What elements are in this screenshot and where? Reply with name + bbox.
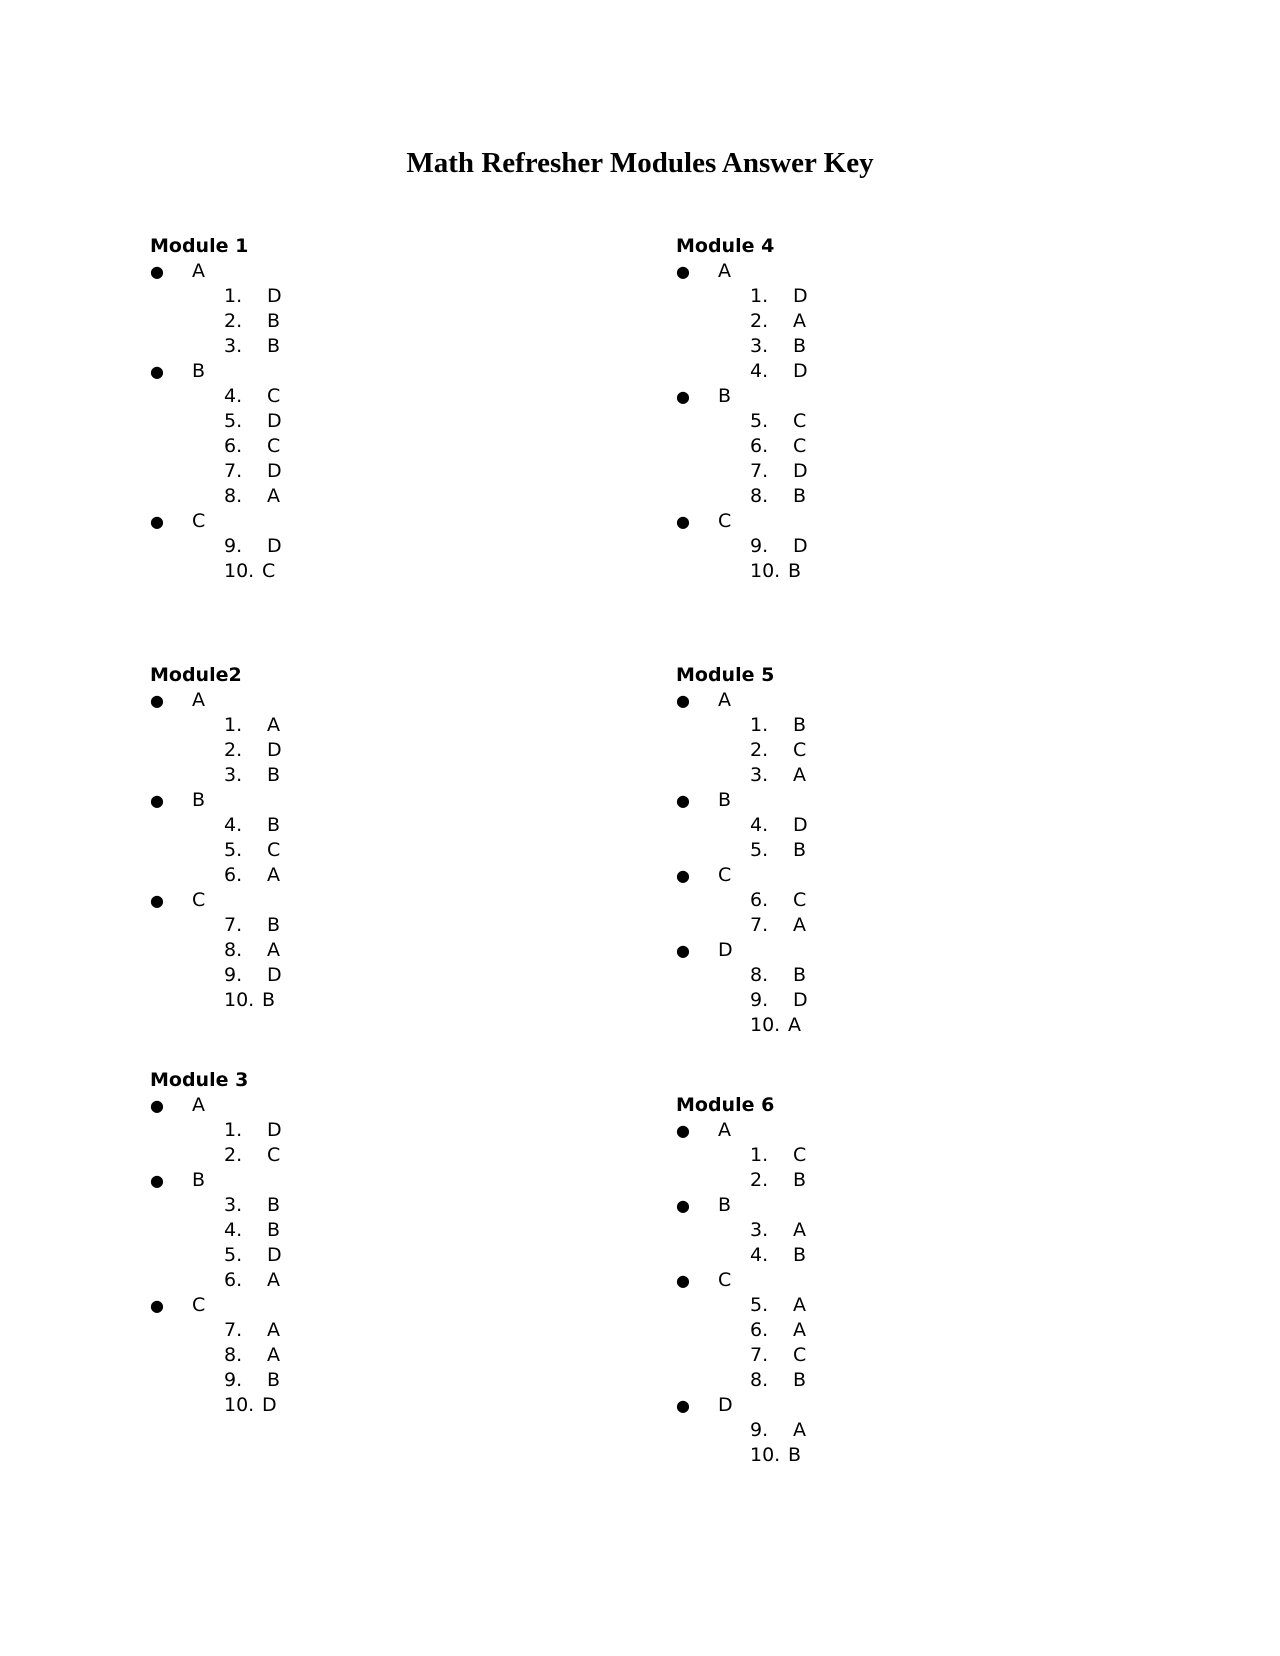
answer-letter: A: [267, 1269, 280, 1291]
answer-row: [676, 1243, 807, 1268]
answer-letter: A: [267, 714, 280, 736]
question-number: 8.: [224, 1344, 243, 1366]
question-number: 3.: [750, 1219, 769, 1241]
section-label: C: [192, 1294, 206, 1316]
answer-letter: B: [267, 914, 281, 936]
section-label: C: [192, 510, 206, 532]
answer-row: [676, 434, 807, 459]
question-number: 1.: [224, 285, 243, 307]
answer-letter: C: [262, 560, 276, 582]
question-number: 5.: [750, 839, 769, 861]
answer-row: [676, 1443, 802, 1468]
answer-row: [150, 813, 281, 838]
section-label: B: [192, 360, 206, 382]
answer-row: [150, 559, 276, 584]
answer-letter: C: [267, 1144, 281, 1166]
answer-letter: D: [267, 964, 282, 986]
section-label: B: [718, 385, 732, 407]
answer-letter: C: [267, 435, 281, 457]
answer-letter: A: [793, 1419, 806, 1441]
answer-letter: B: [793, 964, 807, 986]
answer-row: [150, 763, 281, 788]
answer-row: [676, 1368, 807, 1393]
answer-letter: D: [267, 460, 282, 482]
answer-row: [150, 459, 282, 484]
answer-row: [676, 813, 808, 838]
answer-row: [150, 1118, 282, 1143]
module-block: [676, 234, 808, 584]
answer-letter: B: [267, 335, 281, 357]
question-number: 7.: [750, 914, 769, 936]
answer-letter: B: [788, 560, 802, 582]
question-number: 10.: [224, 560, 255, 582]
section-label: B: [192, 789, 206, 811]
question-number: 10.: [750, 1014, 781, 1036]
answer-row: [150, 1318, 280, 1343]
answer-letter: C: [267, 385, 281, 407]
bullet-icon: ●: [150, 362, 164, 381]
bullet-icon: ●: [150, 1171, 164, 1190]
answer-row: [676, 988, 808, 1013]
bullet-icon: ●: [676, 1121, 690, 1140]
answer-letter: C: [793, 889, 807, 911]
question-number: 5.: [224, 839, 243, 861]
answer-row: [150, 309, 281, 334]
module-block: [150, 663, 282, 1013]
section-row: [676, 788, 774, 813]
bullet-icon: ●: [150, 1096, 164, 1115]
question-number: 6.: [224, 435, 243, 457]
answer-letter: B: [267, 1219, 281, 1241]
answer-letter: A: [793, 764, 806, 786]
bullet-icon: ●: [676, 941, 690, 960]
question-number: 2.: [750, 310, 769, 332]
section-row: [150, 1093, 248, 1118]
answer-letter: C: [793, 1344, 807, 1366]
question-number: 4.: [224, 385, 243, 407]
answer-letter: A: [793, 310, 806, 332]
module-title: Module 1: [150, 235, 249, 257]
answer-row: [150, 334, 281, 359]
answer-row: [150, 1368, 281, 1393]
section-label: A: [718, 1119, 731, 1141]
section-row: [150, 259, 248, 284]
section-row: [676, 863, 774, 888]
section-label: A: [192, 1094, 205, 1116]
module-title: Module 5: [676, 664, 775, 686]
answer-letter: B: [267, 814, 281, 836]
answer-row: [676, 738, 807, 763]
question-number: 6.: [224, 1269, 243, 1291]
section-label: B: [718, 1194, 732, 1216]
answer-letter: A: [267, 864, 280, 886]
answer-letter: A: [788, 1014, 801, 1036]
question-number: 1.: [750, 714, 769, 736]
answer-row: [150, 1243, 282, 1268]
answer-letter: A: [793, 1219, 806, 1241]
question-number: 2.: [750, 1169, 769, 1191]
answer-letter: B: [267, 1369, 281, 1391]
answer-letter: B: [793, 1244, 807, 1266]
question-number: 6.: [750, 1319, 769, 1341]
module-block: [150, 234, 282, 584]
answer-letter: D: [267, 739, 282, 761]
answer-row: [676, 1293, 806, 1318]
section-label: B: [192, 1169, 206, 1191]
bullet-icon: ●: [676, 1396, 690, 1415]
answer-letter: C: [793, 410, 807, 432]
answer-letter: D: [267, 1119, 282, 1141]
section-row: [150, 1293, 248, 1318]
answer-row: [150, 913, 281, 938]
bullet-icon: ●: [150, 262, 164, 281]
answer-letter: A: [793, 1294, 806, 1316]
question-number: 9.: [224, 1369, 243, 1391]
answer-row: [676, 359, 808, 384]
answer-letter: A: [793, 1319, 806, 1341]
answer-letter: A: [267, 485, 280, 507]
module-block: [150, 1068, 282, 1418]
bullet-icon: ●: [676, 262, 690, 281]
answer-letter: B: [262, 989, 276, 1011]
answer-letter: B: [793, 1369, 807, 1391]
question-number: 9.: [750, 989, 769, 1011]
answer-row: [676, 1143, 807, 1168]
bullet-icon: ●: [676, 691, 690, 710]
answer-row: [150, 838, 281, 863]
question-number: 4.: [224, 814, 243, 836]
question-number: 3.: [224, 764, 243, 786]
bullet-icon: ●: [676, 387, 690, 406]
question-number: 8.: [750, 964, 769, 986]
section-label: C: [718, 510, 732, 532]
section-row: [150, 688, 242, 713]
section-row: [150, 788, 242, 813]
question-number: 5.: [750, 410, 769, 432]
answer-row: [676, 1013, 801, 1038]
answer-letter: C: [793, 1144, 807, 1166]
section-label: C: [192, 889, 206, 911]
question-number: 10.: [750, 560, 781, 582]
question-number: 3.: [750, 335, 769, 357]
answer-row: [676, 1168, 807, 1193]
answer-row: [676, 713, 807, 738]
answer-row: [150, 938, 280, 963]
section-label: A: [192, 260, 205, 282]
question-number: 1.: [750, 285, 769, 307]
module-title: Module 4: [676, 235, 775, 257]
question-number: 7.: [750, 1344, 769, 1366]
module-title: Module 3: [150, 1069, 249, 1091]
answer-row: [676, 559, 802, 584]
section-row: [676, 1193, 774, 1218]
question-number: 1.: [224, 714, 243, 736]
answer-row: [676, 534, 808, 559]
question-number: 3.: [224, 1194, 243, 1216]
answer-letter: A: [267, 939, 280, 961]
question-number: 2.: [224, 1144, 243, 1166]
section-row: [150, 1168, 248, 1193]
page-title: Math Refresher Modules Answer Key: [406, 147, 874, 179]
answer-row: [150, 963, 282, 988]
section-row: [150, 509, 248, 534]
bullet-icon: ●: [676, 791, 690, 810]
bullet-icon: ●: [676, 512, 690, 531]
answer-letter: B: [267, 310, 281, 332]
answer-letter: A: [793, 914, 806, 936]
section-row: [676, 509, 774, 534]
bullet-icon: ●: [676, 1271, 690, 1290]
question-number: 3.: [750, 764, 769, 786]
answer-letter: C: [267, 839, 281, 861]
answer-letter: B: [793, 839, 807, 861]
question-number: 10.: [224, 989, 255, 1011]
bullet-icon: ●: [150, 1296, 164, 1315]
answer-row: [150, 1268, 280, 1293]
question-number: 6.: [750, 435, 769, 457]
question-number: 7.: [224, 1319, 243, 1341]
section-label: A: [192, 689, 205, 711]
section-row: [150, 888, 242, 913]
bullet-icon: ●: [150, 691, 164, 710]
answer-row: [150, 534, 282, 559]
answer-letter: D: [267, 410, 282, 432]
answer-row: [150, 1393, 277, 1418]
section-label: C: [718, 1269, 732, 1291]
answer-row: [676, 459, 808, 484]
question-number: 4.: [224, 1219, 243, 1241]
question-number: 8.: [224, 939, 243, 961]
answer-row: [676, 1318, 806, 1343]
answer-row: [150, 384, 281, 409]
question-number: 6.: [750, 889, 769, 911]
answer-letter: D: [267, 285, 282, 307]
question-number: 9.: [750, 1419, 769, 1441]
section-label: B: [718, 789, 732, 811]
section-row: [676, 1268, 774, 1293]
answer-letter: D: [267, 1244, 282, 1266]
answer-row: [150, 713, 280, 738]
question-number: 4.: [750, 360, 769, 382]
question-number: 9.: [224, 535, 243, 557]
question-number: 4.: [750, 814, 769, 836]
question-number: 1.: [750, 1144, 769, 1166]
answer-row: [676, 309, 806, 334]
answer-letter: B: [267, 1194, 281, 1216]
section-label: A: [718, 689, 731, 711]
answer-letter: B: [267, 764, 281, 786]
section-row: [676, 688, 774, 713]
answer-letter: A: [267, 1319, 280, 1341]
answer-letter: B: [793, 485, 807, 507]
bullet-icon: ●: [150, 791, 164, 810]
section-row: [676, 384, 774, 409]
section-row: [150, 359, 248, 384]
section-label: D: [718, 939, 733, 961]
answer-row: [150, 1143, 281, 1168]
question-number: 1.: [224, 1119, 243, 1141]
answer-row: [150, 738, 282, 763]
answer-letter: D: [793, 360, 808, 382]
answer-row: [676, 913, 806, 938]
question-number: 10.: [750, 1444, 781, 1466]
answer-letter: B: [793, 1169, 807, 1191]
question-number: 8.: [750, 485, 769, 507]
answer-letter: D: [793, 535, 808, 557]
module-block: [676, 663, 808, 1038]
answer-letter: B: [793, 335, 807, 357]
question-number: 2.: [224, 739, 243, 761]
answer-row: [676, 1343, 807, 1368]
question-number: 10.: [224, 1394, 255, 1416]
answer-letter: D: [267, 535, 282, 557]
bullet-icon: ●: [676, 866, 690, 885]
question-number: 9.: [750, 535, 769, 557]
question-number: 5.: [750, 1294, 769, 1316]
question-number: 8.: [224, 485, 243, 507]
question-number: 7.: [224, 460, 243, 482]
answer-letter: C: [793, 435, 807, 457]
question-number: 7.: [750, 460, 769, 482]
module-block: [676, 1093, 807, 1468]
answer-row: [676, 334, 807, 359]
section-label: C: [718, 864, 732, 886]
answer-row: [150, 1343, 280, 1368]
section-row: [676, 1393, 774, 1418]
answer-letter: D: [793, 814, 808, 836]
answer-letter: D: [262, 1394, 277, 1416]
answer-letter: B: [793, 714, 807, 736]
question-number: 6.: [224, 864, 243, 886]
answer-row: [676, 1418, 806, 1443]
bullet-icon: ●: [676, 1196, 690, 1215]
answer-row: [150, 434, 281, 459]
answer-letter: D: [793, 460, 808, 482]
answer-row: [676, 963, 807, 988]
answer-letter: B: [788, 1444, 802, 1466]
answer-row: [150, 863, 280, 888]
question-number: 9.: [224, 964, 243, 986]
answer-row: [150, 484, 280, 509]
bullet-icon: ●: [150, 891, 164, 910]
question-number: 2.: [750, 739, 769, 761]
bullet-icon: ●: [150, 512, 164, 531]
section-label: A: [718, 260, 731, 282]
answer-letter: D: [793, 989, 808, 1011]
answer-row: [676, 1218, 806, 1243]
question-number: 4.: [750, 1244, 769, 1266]
answer-row: [676, 838, 807, 863]
section-row: [676, 1118, 774, 1143]
answer-row: [676, 484, 807, 509]
answer-row: [676, 409, 807, 434]
module-title: Module2: [150, 664, 242, 686]
answer-letter: D: [793, 285, 808, 307]
answer-row: [676, 888, 807, 913]
question-number: 5.: [224, 1244, 243, 1266]
question-number: 8.: [750, 1369, 769, 1391]
section-row: [676, 259, 774, 284]
answer-row: [150, 988, 276, 1013]
answer-row: [676, 763, 806, 788]
section-row: [676, 938, 774, 963]
question-number: 5.: [224, 410, 243, 432]
answer-row: [150, 409, 282, 434]
answer-row: [150, 1193, 281, 1218]
question-number: 2.: [224, 310, 243, 332]
answer-row: [150, 1218, 281, 1243]
answer-letter: A: [267, 1344, 280, 1366]
section-label: D: [718, 1394, 733, 1416]
answer-row: [676, 284, 808, 309]
module-title: Module 6: [676, 1094, 775, 1116]
answer-row: [150, 284, 282, 309]
question-number: 3.: [224, 335, 243, 357]
question-number: 7.: [224, 914, 243, 936]
answer-letter: C: [793, 739, 807, 761]
